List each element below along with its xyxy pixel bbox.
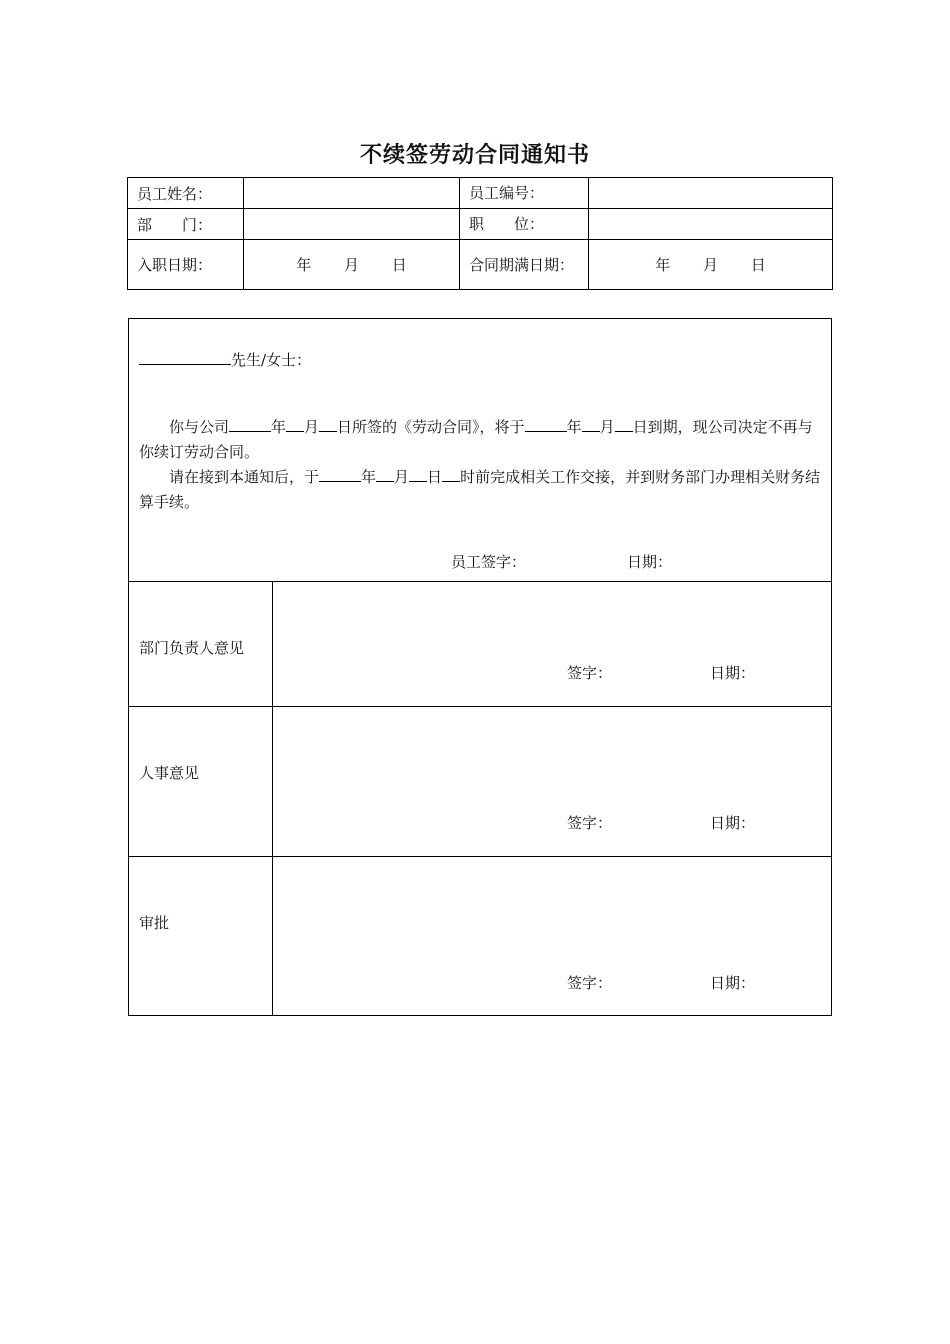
p1-text-c: 月 [304, 418, 320, 436]
department-field[interactable] [244, 209, 460, 240]
p2-text-d: 日 [427, 468, 443, 486]
position-label: 职 位： [460, 209, 589, 240]
p1-text-f: 月 [599, 418, 615, 436]
hr-date-label: 日期： [710, 814, 756, 832]
salutation-text: 先生/女士： [231, 351, 312, 369]
employee-date-label: 日期： [627, 553, 673, 571]
hire-date-field[interactable]: 年 月 日 [244, 240, 460, 290]
notice-paragraphs [139, 415, 825, 515]
dept-sign-label: 签字： [567, 664, 613, 682]
p2-text-e: 时前完成相关工作交接，并到财务部门办理相关财务结算手续。 [139, 468, 821, 511]
expire-day-blank[interactable] [615, 416, 633, 432]
handover-day-blank[interactable] [409, 466, 427, 482]
approval-date-label: 日期： [710, 974, 756, 992]
paragraph-handover [139, 465, 825, 515]
handover-month-blank[interactable] [376, 466, 394, 482]
page-title: 不续签劳动合同通知书 [359, 143, 590, 168]
approval-section [129, 856, 831, 1016]
hr-opinion-label: 人事意见 [139, 764, 200, 782]
sign-year-blank[interactable] [229, 416, 271, 432]
p1-text-d: 日所签的《劳动合同》，将于 [337, 418, 525, 436]
expiry-date-label: 合同期满日期： [460, 240, 589, 290]
p2-text-b: 年 [361, 468, 377, 486]
p1-text-a: 你与公司 [169, 418, 230, 436]
dept-date-label: 日期： [710, 664, 756, 682]
sign-day-blank[interactable] [319, 416, 337, 432]
expiry-date-field[interactable]: 年 月 日 [589, 240, 833, 290]
handover-hour-blank[interactable] [442, 466, 460, 482]
p2-text-c: 月 [394, 468, 410, 486]
p1-text-e: 年 [566, 418, 582, 436]
hire-date-label: 入职日期： [128, 240, 244, 290]
approval-label: 审批 [139, 914, 170, 932]
p1-text-g: 日到期，现公司决定不再与你续订劳动合同。 [139, 418, 813, 461]
p1-text-b: 年 [271, 418, 287, 436]
handover-year-blank[interactable] [319, 466, 361, 482]
employee-no-label: 员工编号： [460, 178, 589, 209]
p2-text-a: 请在接到本通知后，于 [169, 468, 320, 486]
approval-sign-label: 签字： [567, 974, 613, 992]
position-field[interactable] [589, 209, 833, 240]
name-blank[interactable] [139, 349, 231, 365]
department-label: 部 门： [128, 209, 244, 240]
dept-opinion-section [129, 581, 831, 707]
employee-name-label: 员工姓名： [128, 178, 244, 209]
employee-info-table [127, 177, 833, 290]
hr-opinion-section [129, 706, 831, 857]
sign-month-blank[interactable] [286, 416, 304, 432]
paragraph-contract [139, 415, 825, 465]
notice-body [129, 319, 831, 581]
dept-opinion-label: 部门负责人意见 [139, 639, 245, 657]
hr-sign-label: 签字： [567, 814, 613, 832]
expire-year-blank[interactable] [525, 416, 567, 432]
employee-name-field[interactable] [244, 178, 460, 209]
expire-month-blank[interactable] [582, 416, 600, 432]
employee-no-field[interactable] [589, 178, 833, 209]
notice-form [128, 318, 832, 1016]
salutation-line [139, 349, 311, 370]
employee-signature-label: 员工签字： [451, 553, 527, 571]
